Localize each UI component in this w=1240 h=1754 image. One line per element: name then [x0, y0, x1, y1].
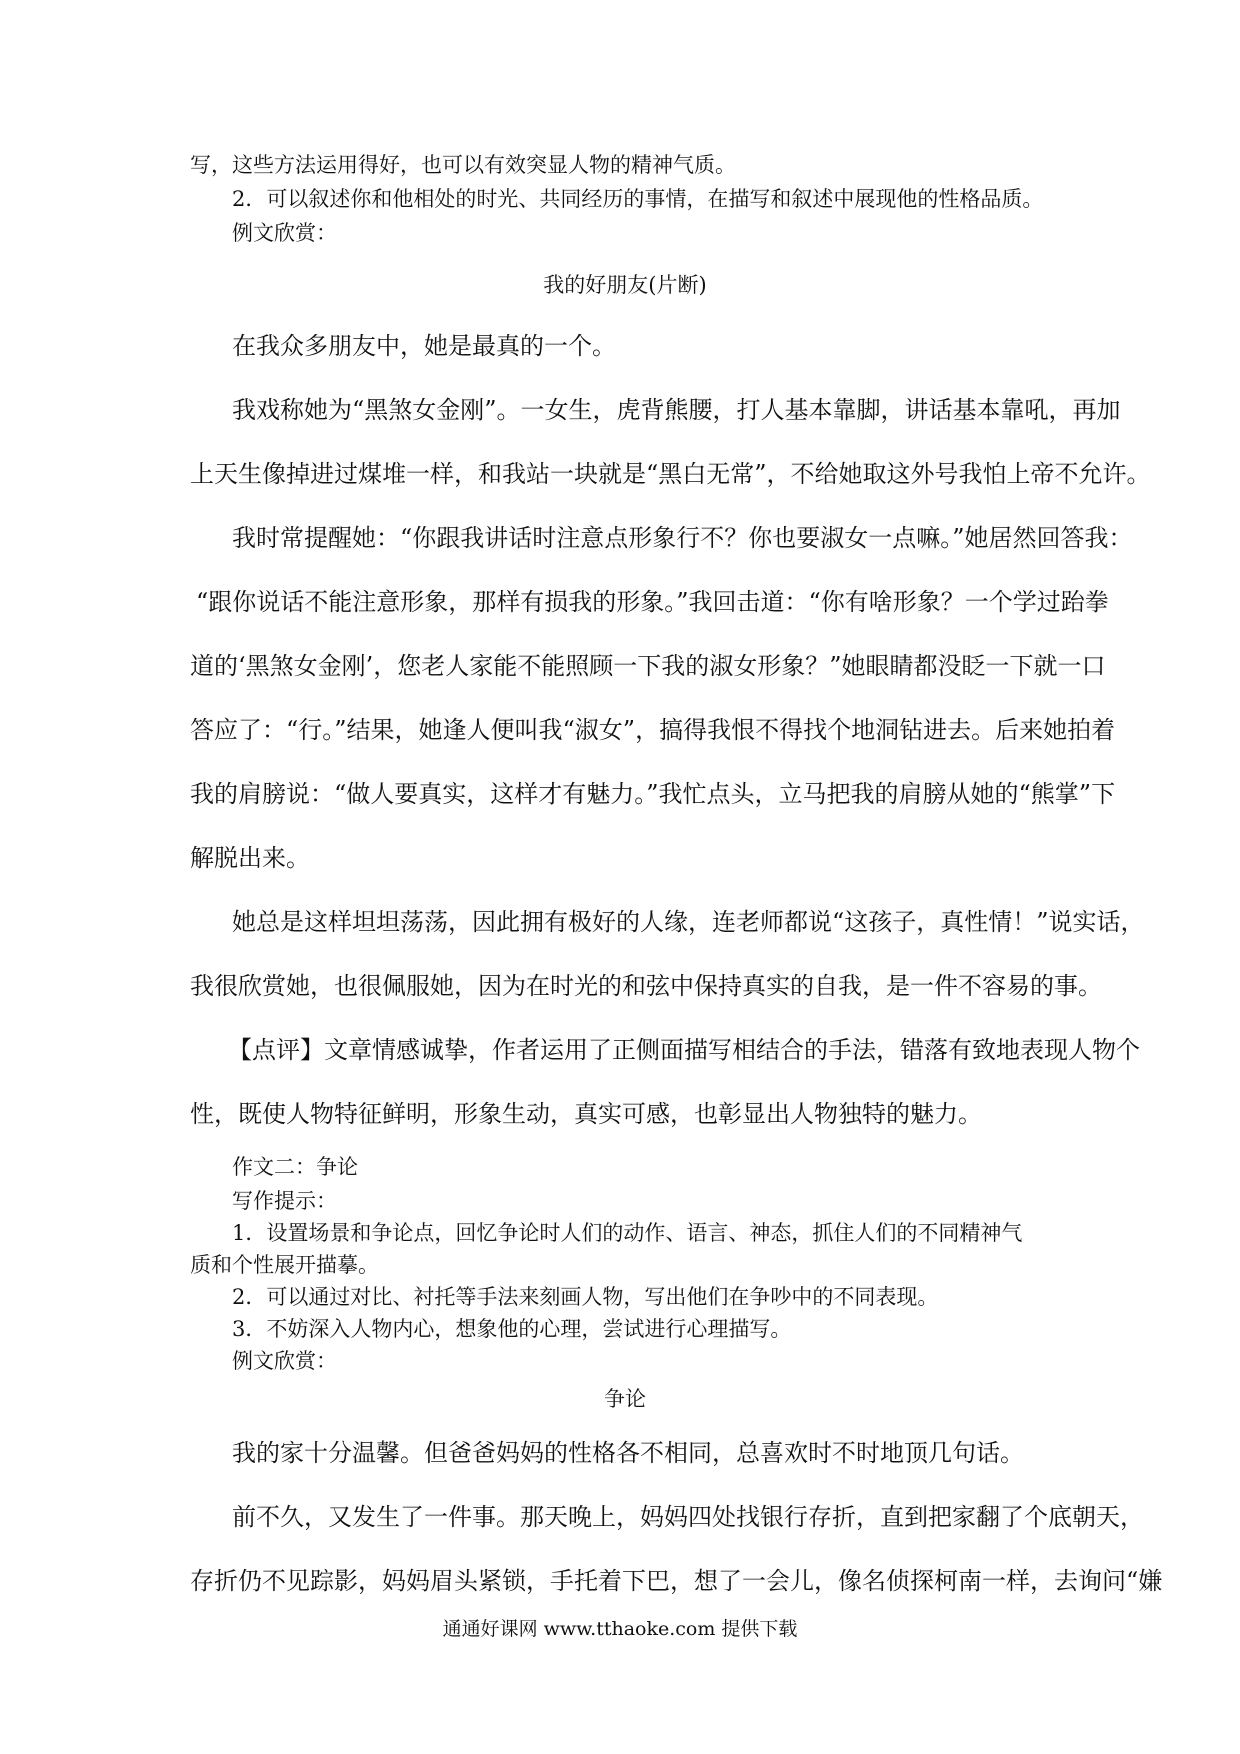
- essay1-line: 我很欣赏她，也很佩服她，因为在时光的和弦中保持真实的自我，是一件不容易的事。: [190, 972, 1102, 1000]
- essay2-line: 我的家十分温馨。但爸爸妈妈的性格各不相同，总喜欢时不时地顶几句话。: [232, 1439, 1024, 1467]
- page-footer: 通通好课网 www.tthaoke.com 提供下载: [442, 1618, 798, 1640]
- essay1-line: 我戏称她为“黑煞女金刚”。一女生，虎背熊腰，打人基本靠脚，讲话基本靠吼，再加: [232, 396, 1121, 424]
- essay1-comment: 性，既使人物特征鲜明，形象生动，真实可感，也彰显出人物独特的魅力。: [190, 1100, 982, 1128]
- section2-tip-3: 3．不妨深入人物内心，想象他的心理，尝试进行心理描写。: [232, 1317, 792, 1341]
- section2-tip-2: 2．可以通过对比、衬托等手法来刻画人物，写出他们在争吵中的不同表现。: [232, 1285, 939, 1309]
- essay2-line: 存折仍不见踪影，妈妈眉头紧锁，手托着下巴，想了一会儿，像名侦探柯南一样，去询问“嫌: [190, 1567, 1163, 1595]
- section2-tip-1: 1．设置场景和争论点，回忆争论时人们的动作、语言、神态，抓住人们的不同精神气: [232, 1221, 1023, 1245]
- intro-tip-2: 2．可以叙述你和他相处的时光、共同经历的事情，在描写和叙述中展现他的性格品质。: [232, 187, 1044, 211]
- section2-tip-1-cont: 质和个性展开描摹。: [190, 1253, 379, 1277]
- essay1-line: 道的‘黑煞女金刚’，您老人家能不能照顾一下我的淑女形象？”她眼睛都没眨一下就一口: [190, 652, 1106, 680]
- section2-tips-label: 写作提示：: [232, 1189, 337, 1213]
- essay2-line: 前不久，又发生了一件事。那天晚上，妈妈四处找银行存折，直到把家翻了个底朝天，: [232, 1503, 1144, 1531]
- essay2-title: 争论: [604, 1387, 646, 1411]
- essay1-line: 我的肩膀说：“做人要真实，这样才有魅力。”我忙点头，立马把我的肩膀从她的“熊掌”下: [190, 780, 1116, 808]
- intro-line-1: 写，这些方法运用得好，也可以有效突显人物的精神气质。: [190, 153, 736, 177]
- essay1-line: 解脱出来。: [190, 844, 310, 872]
- essay1-title: 我的好朋友(片断): [543, 273, 707, 297]
- intro-example-label: 例文欣赏：: [232, 221, 337, 245]
- essay1-line: 她总是这样坦坦荡荡，因此拥有极好的人缘，连老师都说“这孩子，真性情！”说实话，: [232, 908, 1145, 936]
- section2-example-label: 例文欣赏：: [232, 1349, 337, 1373]
- essay1-comment: 【点评】文章情感诚挚，作者运用了正侧面描写相结合的手法，错落有致地表现人物个: [228, 1036, 1140, 1064]
- essay1-line: 答应了：“行。”结果，她逢人便叫我“淑女”，搞得我恨不得找个地洞钻进去。后来她拍着: [190, 716, 1116, 744]
- essay1-line: 在我众多朋友中，她是最真的一个。: [232, 332, 616, 360]
- essay1-line: “跟你说话不能注意形象，那样有损我的形象。”我回击道：“你有啥形象？一个学过跆拳: [196, 588, 1109, 616]
- essay1-line: 上天生像掉进过煤堆一样，和我站一块就是“黑白无常”，不给她取这外号我怕上帝不允许。: [190, 460, 1151, 488]
- section2-heading: 作文二：争论: [232, 1155, 358, 1179]
- essay1-line: 我时常提醒她：“你跟我讲话时注意点形象行不？你也要淑女一点嘛。”她居然回答我：: [232, 524, 1133, 552]
